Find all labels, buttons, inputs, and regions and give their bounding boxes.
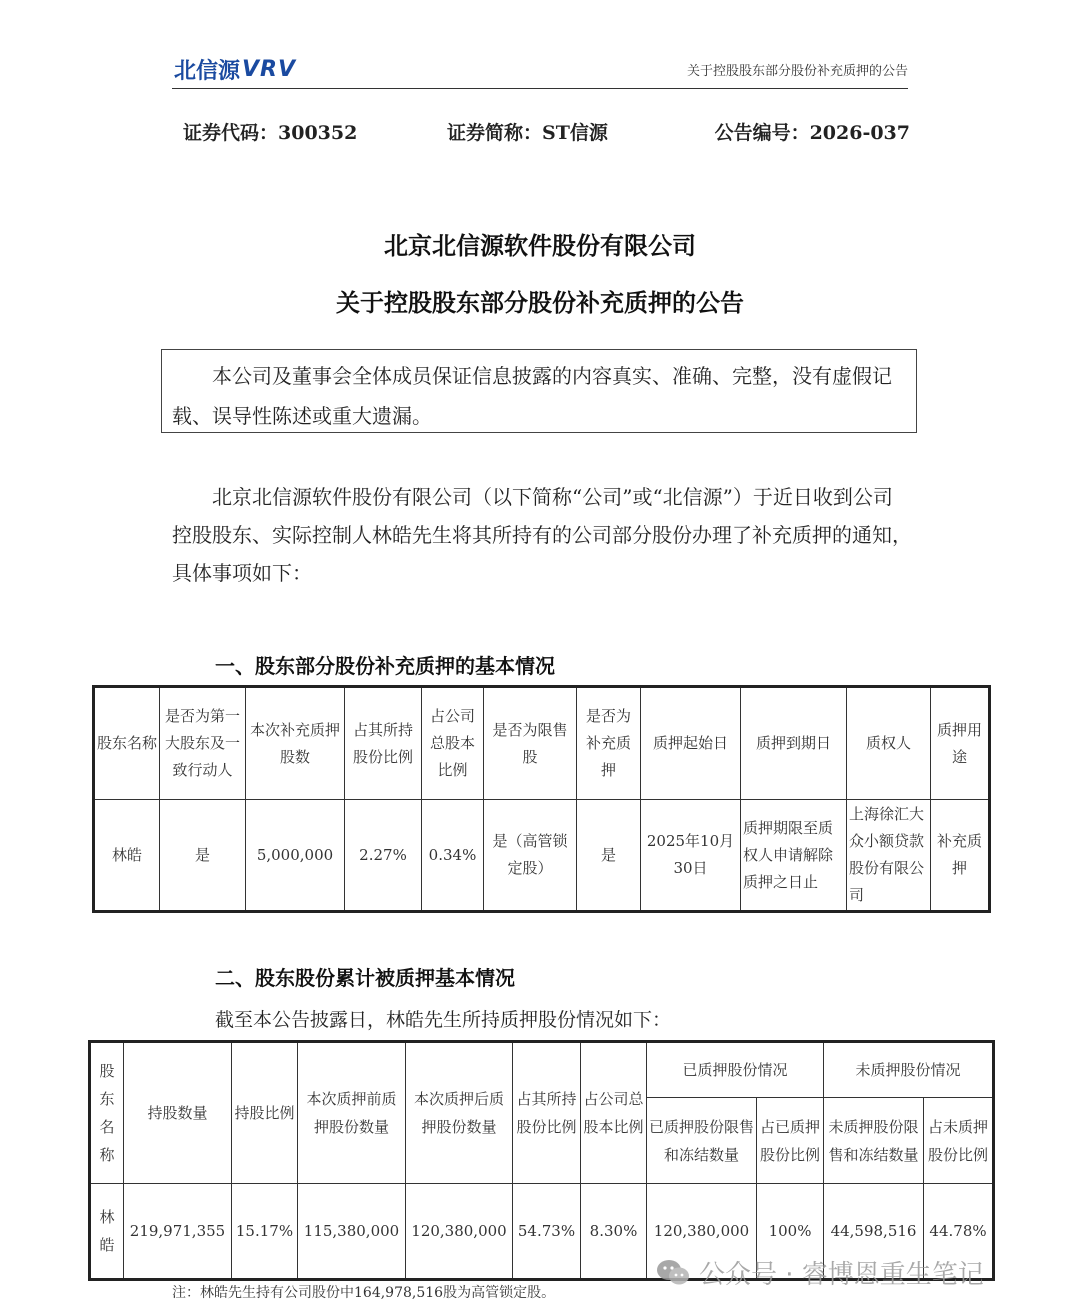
- header-cell: 未质押股份情况: [824, 1042, 994, 1098]
- header-cell: 是否为限售股: [484, 687, 577, 800]
- header-cell: 本次补充质押股数: [246, 687, 345, 800]
- announcement-title: 关于控股股东部分股份补充质押的公告: [336, 288, 744, 317]
- header-cell: 质权人: [847, 687, 931, 800]
- table-cell: 是: [577, 800, 641, 912]
- stock-code: 证券代码：300352: [183, 122, 358, 144]
- header-cell: 持股比例: [232, 1042, 298, 1184]
- table-cell: 5,000,000: [246, 800, 345, 912]
- company-logo: [174, 54, 296, 84]
- table-cell: 是: [160, 800, 246, 912]
- header-cell: 质押用途: [931, 687, 990, 800]
- header-doc-title: 关于控股股东部分股份补充质押的公告: [686, 64, 908, 79]
- watermark-text: 公众号 · 睿博恩重生笔记: [699, 1260, 984, 1290]
- header-cell: 占公司总股本比例: [581, 1042, 647, 1184]
- table-cell: 质押期限至质权人申请解除质押之日止: [741, 800, 847, 912]
- section2-heading: 二、股东股份累计被质押基本情况: [215, 966, 515, 990]
- table-cell: 林皓: [90, 1184, 124, 1280]
- header-cell: 占公司总股本比例: [422, 687, 484, 800]
- intro-paragraph: [172, 478, 912, 592]
- header-cell: 质押到期日: [741, 687, 847, 800]
- header-cell: 股东名称: [90, 1042, 124, 1184]
- disclaimer-text: 本公司及董事会全体成员保证信息披露的内容真实、准确、完整，没有虚假记载、误导性陈述或重大遗漏。: [172, 364, 892, 428]
- header-cell: 占其所持股份比例: [345, 687, 422, 800]
- table-cell: 上海徐汇大众小额贷款股份有限公司: [847, 800, 931, 912]
- table-cell: 是（高管锁定股）: [484, 800, 577, 912]
- table-cell: 0.34%: [422, 800, 484, 912]
- table-cell: 100%: [757, 1184, 824, 1280]
- table-cell: 2025年10月30日: [641, 800, 741, 912]
- logo-cn-text: 北信源: [174, 58, 241, 84]
- header-divider: [172, 88, 908, 89]
- header-cell: 股东名称: [94, 687, 160, 800]
- table-cell: 54.73%: [513, 1184, 581, 1280]
- cutoff-statement: 截至本公告披露日，林皓先生所持质押股份情况如下：: [215, 1009, 672, 1031]
- disclaimer-box: [161, 349, 917, 433]
- table-header-row: [90, 1042, 994, 1098]
- table-header-row: [94, 687, 990, 800]
- header-cell: 占已质押股份比例: [757, 1098, 824, 1184]
- section1-heading: 一、股东部分股份补充质押的基本情况: [215, 654, 555, 678]
- table-row: [94, 800, 990, 912]
- header-cell: 是否为补充质押: [577, 687, 641, 800]
- table-cell: 120,380,000: [406, 1184, 513, 1280]
- header-cell: 已质押股份限售和冻结数量: [647, 1098, 757, 1184]
- intro-text: 北京北信源软件股份有限公司（以下简称“公司”或“北信源”）于近日收到公司控股股东、实际控制人林皓先生将其所持有的公司部分股份办理了补充质押的通知，具体事项如下：: [172, 485, 912, 585]
- table-cell: 120,380,000: [647, 1184, 757, 1280]
- announcement-number: 公告编号：2026-037: [714, 122, 910, 144]
- table-cell: 林皓: [94, 800, 160, 912]
- company-name-title: 北京北信源软件股份有限公司: [384, 231, 696, 260]
- header-cell: 本次质押后质押股份数量: [406, 1042, 513, 1184]
- header-cell: 持股数量: [124, 1042, 232, 1184]
- pledge-basic-table: [92, 685, 991, 913]
- footnote: 注：林皓先生持有公司股份中164,978,516股为高管锁定股。: [172, 1285, 556, 1301]
- header-cell: 质押起始日: [641, 687, 741, 800]
- watermark: [655, 1254, 984, 1291]
- table-cell: 2.27%: [345, 800, 422, 912]
- table-cell: 15.17%: [232, 1184, 298, 1280]
- cumulative-pledge-table: [88, 1040, 995, 1281]
- table-cell: 补充质押: [931, 800, 990, 912]
- header-cell: 本次质押前质押股份数量: [298, 1042, 406, 1184]
- header-cell: 未质押股份限售和冻结数量: [824, 1098, 924, 1184]
- header-cell: 占其所持股份比例: [513, 1042, 581, 1184]
- header-cell: 占未质押股份比例: [924, 1098, 994, 1184]
- table-cell: 44.78%: [924, 1184, 994, 1280]
- stock-short-name: 证券简称：ST信源: [447, 122, 608, 144]
- table-cell: 219,971,355: [124, 1184, 232, 1280]
- header-cell: 是否为第一大股东及一致行动人: [160, 687, 246, 800]
- table-cell: 8.30%: [581, 1184, 647, 1280]
- logo-en-text: VRV: [242, 56, 297, 82]
- table-cell: 115,380,000: [298, 1184, 406, 1280]
- wechat-icon: [655, 1258, 691, 1288]
- table-cell: 44,598,516: [824, 1184, 924, 1280]
- header-cell: 已质押股份情况: [647, 1042, 824, 1098]
